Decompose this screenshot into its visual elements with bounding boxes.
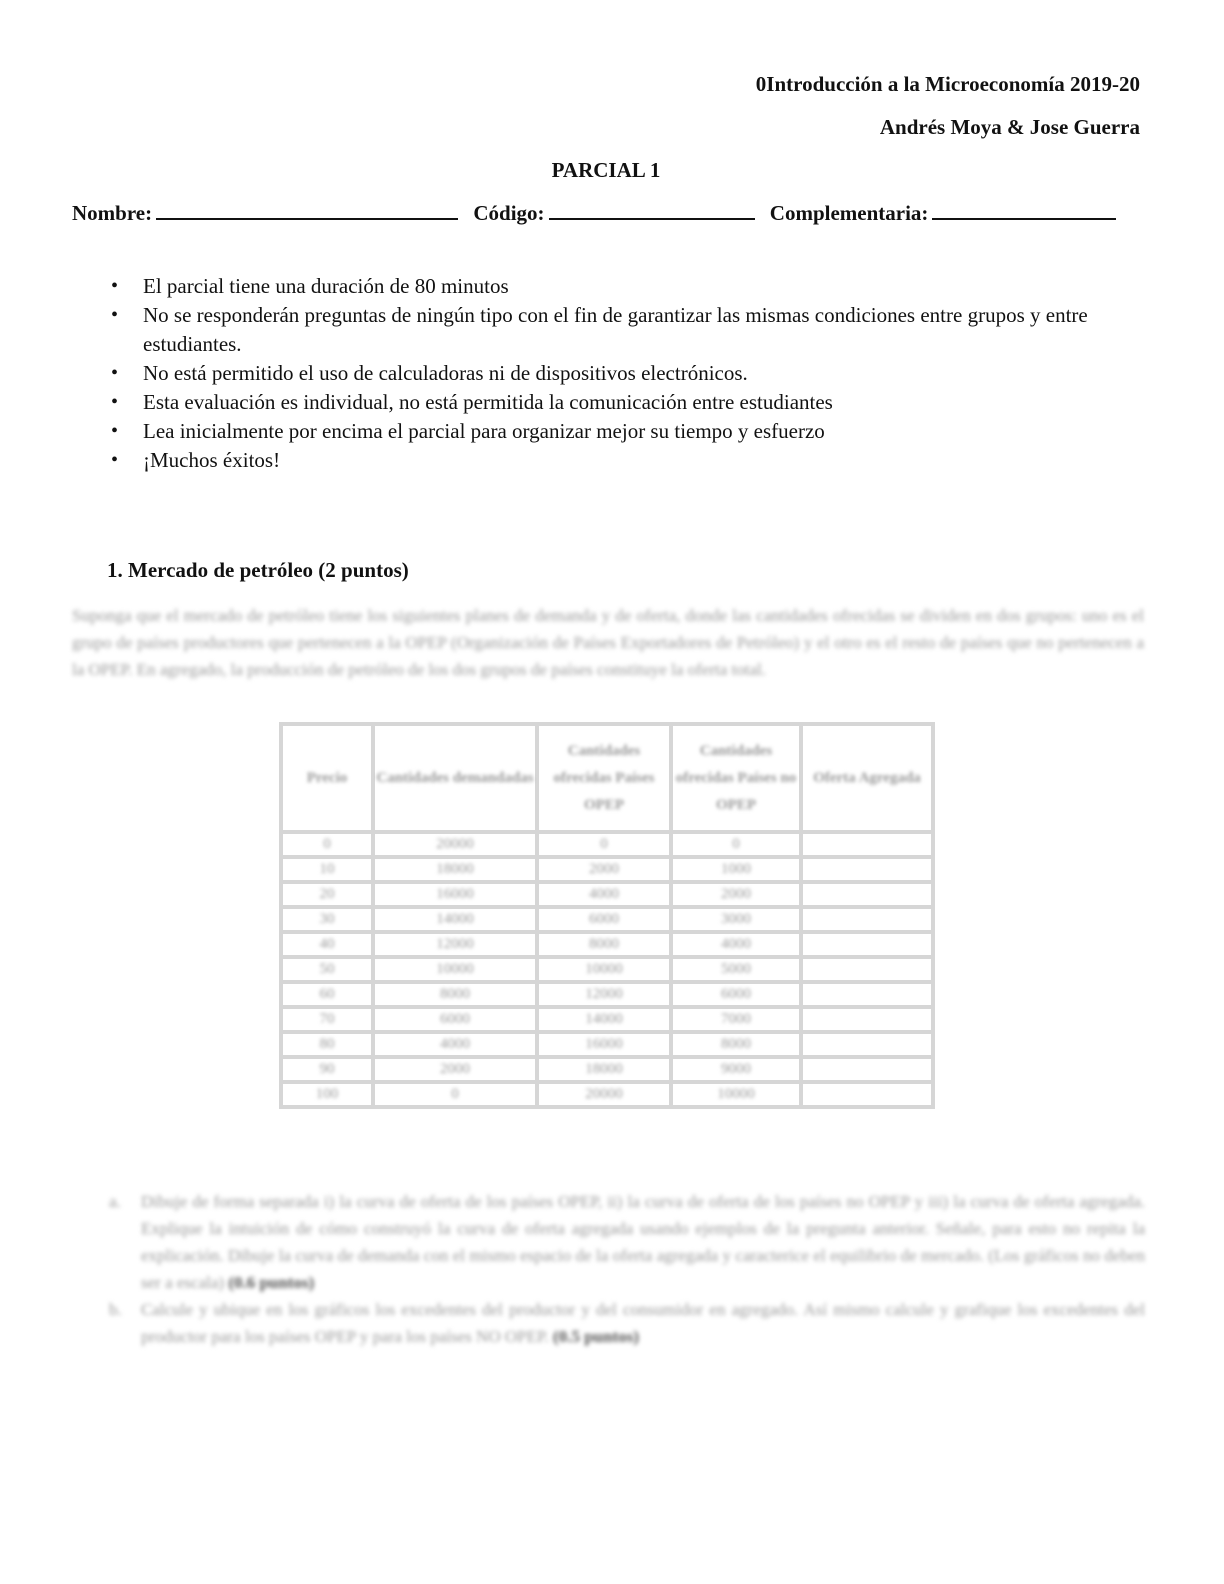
table-cell (671, 957, 801, 982)
table-cell (281, 932, 373, 957)
table-cell (671, 857, 801, 882)
cell-value: 0 (600, 836, 608, 852)
name-blank[interactable] (156, 200, 458, 220)
table-cell (281, 1007, 373, 1032)
col-header-non-opec-supply: Cantidades ofrecidas Países no OPEP (671, 724, 801, 832)
table-cell (537, 1082, 671, 1107)
table-cell (537, 1032, 671, 1057)
cell-value: 20 (319, 886, 335, 902)
cell-value: 2000 (589, 861, 619, 877)
table-cell (373, 1082, 537, 1107)
table-cell (281, 857, 373, 882)
cell-value: 16000 (585, 1036, 623, 1052)
cell-value: 10000 (436, 961, 474, 977)
table-row (281, 957, 933, 982)
table-cell (373, 1057, 537, 1082)
table-cell (671, 1007, 801, 1032)
cell-value: 50 (319, 961, 335, 977)
section-blank[interactable] (932, 200, 1116, 220)
table-cell (671, 882, 801, 907)
cell-value: 6000 (440, 1011, 470, 1027)
subquestion-a (105, 1188, 1145, 1296)
table-cell (373, 832, 537, 857)
cell-value: 30 (319, 911, 335, 927)
question-1-intro: Suponga que el mercado de petróleo tiene los siguientes planes de demanda y de oferta, donde las cantidades ofrecidas se dividen en dos grupos: uno es el grupo de países productores que pertenecen a la OPEP (Organización de Países Exportadores de Petróleo) y el otro es el resto de países que no pertenecen a la OPEP. En agregado, la producción de petróleo de los dos grupos de países constituye la oferta total. (72, 606, 1144, 679)
cell-value: 10 (319, 861, 335, 877)
authors: Andrés Moya & Jose Guerra (879, 115, 1140, 139)
cell-value: 60 (319, 986, 335, 1002)
table-row (281, 1057, 933, 1082)
cell-value: 4000 (589, 886, 619, 902)
cell-value: 2000 (721, 886, 751, 902)
rule-item: • Lea inicialmente por encima el parcial para organizar mejor su tiempo y esfuerzo (105, 417, 1145, 446)
table-cell (801, 907, 933, 932)
table-cell (281, 957, 373, 982)
cell-value: 4000 (721, 936, 751, 952)
table-header-row (281, 724, 933, 832)
cell-value: 8000 (589, 936, 619, 952)
cell-value: 2000 (440, 1061, 470, 1077)
table-cell (281, 982, 373, 1007)
table-cell (281, 1082, 373, 1107)
table-cell (801, 1007, 933, 1032)
cell-value: 1000 (721, 861, 751, 877)
rule-item: • No está permitido el uso de calculadoras ni de dispositivos electrónicos. (105, 359, 1145, 388)
question-1-title: 1. Mercado de petróleo (2 puntos) (107, 558, 409, 582)
rule-item: • ¡Muchos éxitos! (105, 446, 1145, 475)
subquestion-points: (0.6 puntos) (228, 1273, 315, 1292)
code-label: Código: (473, 201, 545, 225)
col-header-aggregate-supply: Oferta Agregada (801, 724, 933, 832)
cell-value: 5000 (721, 961, 751, 977)
table-cell (801, 1032, 933, 1057)
table-cell (671, 1032, 801, 1057)
cell-value: 12000 (585, 986, 623, 1002)
cell-value: 6000 (721, 986, 751, 1002)
cell-value: 18000 (436, 861, 474, 877)
subquestion-b (105, 1296, 1145, 1350)
cell-value: 0 (323, 836, 331, 852)
table-row (281, 832, 933, 857)
table-cell (373, 907, 537, 932)
question-1-subquestions (105, 1188, 1145, 1350)
cell-value: 20000 (585, 1086, 623, 1102)
table-cell (537, 907, 671, 932)
table-cell (281, 882, 373, 907)
col-header-demand: Cantidades demandadas (373, 724, 537, 832)
cell-value: 3000 (721, 911, 751, 927)
table-cell (537, 857, 671, 882)
table-row (281, 1032, 933, 1057)
table-row (281, 907, 933, 932)
rule-item: • No se responderán preguntas de ningún tipo con el fin de garantizar las mismas condiciones entre grupos y entre estudiantes. (105, 301, 1145, 359)
rule-item: • El parcial tiene una duración de 80 minutos (105, 272, 1145, 301)
table-cell (537, 957, 671, 982)
table-cell (373, 1007, 537, 1032)
table-cell (281, 832, 373, 857)
table-cell (373, 857, 537, 882)
col-header-price: Precio (281, 724, 373, 832)
rule-item: • Esta evaluación es individual, no está permitida la comunicación entre estudiantes (105, 388, 1145, 417)
table-cell (537, 1057, 671, 1082)
supply-demand-table (279, 722, 935, 1109)
cell-value: 10000 (585, 961, 623, 977)
table-cell (801, 932, 933, 957)
table-cell (537, 982, 671, 1007)
table-row (281, 932, 933, 957)
table-cell (801, 882, 933, 907)
cell-value: 20000 (436, 836, 474, 852)
cell-value: 0 (451, 1086, 459, 1102)
table-cell (801, 982, 933, 1007)
table-row (281, 882, 933, 907)
table-cell (281, 1057, 373, 1082)
table-row (281, 982, 933, 1007)
cell-value: 9000 (721, 1061, 751, 1077)
cell-value: 0 (732, 836, 740, 852)
subquestion-points: (0.5 puntos) (553, 1327, 640, 1346)
table-cell (373, 882, 537, 907)
cell-value: 90 (319, 1061, 335, 1077)
cell-value: 4000 (440, 1036, 470, 1052)
cell-value: 80 (319, 1036, 335, 1052)
exam-title: PARCIAL 1 (551, 158, 661, 182)
table-cell (801, 1057, 933, 1082)
cell-value: 14000 (436, 911, 474, 927)
table-cell (373, 957, 537, 982)
cell-value: 40 (319, 936, 335, 952)
cell-value: 100 (315, 1086, 339, 1102)
table-cell (281, 907, 373, 932)
subquestion-marker: a. (109, 1192, 121, 1211)
subquestion-marker: b. (109, 1300, 122, 1319)
col-header-opec-supply: Cantidades ofrecidas Países OPEP (537, 724, 671, 832)
table-row (281, 857, 933, 882)
cell-value: 70 (319, 1011, 335, 1027)
name-label: Nombre: (72, 201, 153, 225)
exam-rules-list (105, 272, 1145, 475)
table-cell (281, 1032, 373, 1057)
table-cell (671, 832, 801, 857)
table-cell (671, 1082, 801, 1107)
table-cell (537, 932, 671, 957)
table-cell (373, 1032, 537, 1057)
cell-value: 6000 (589, 911, 619, 927)
course-title: 0Introducción a la Microeconomía 2019-20 (755, 72, 1140, 96)
cell-value: 8000 (721, 1036, 751, 1052)
cell-value: 8000 (440, 986, 470, 1002)
table-cell (801, 1082, 933, 1107)
table-cell (671, 907, 801, 932)
table-cell (537, 832, 671, 857)
table-cell (373, 982, 537, 1007)
table-cell (671, 982, 801, 1007)
subquestion-text: Calcule y ubique en los gráficos los excedentes del productor y del consumidor en agregado. Así mismo calcule y grafique los excedentes del productor para los países OPEP y para los países NO OPEP. (141, 1300, 1145, 1346)
table-cell (801, 957, 933, 982)
table-cell (801, 857, 933, 882)
table-row (281, 1082, 933, 1107)
table-cell (537, 882, 671, 907)
table-row (281, 1007, 933, 1032)
cell-value: 7000 (721, 1011, 751, 1027)
cell-value: 10000 (717, 1086, 755, 1102)
table-cell (671, 1057, 801, 1082)
table-cell (801, 832, 933, 857)
table-cell (373, 932, 537, 957)
cell-value: 16000 (436, 886, 474, 902)
table-cell (671, 932, 801, 957)
cell-value: 14000 (585, 1011, 623, 1027)
code-blank[interactable] (549, 200, 755, 220)
cell-value: 12000 (436, 936, 474, 952)
table-cell (537, 1007, 671, 1032)
student-fields (72, 200, 1116, 226)
subquestion-text: Dibuje de forma separada i) la curva de oferta de los países OPEP, ii) la curva de oferta de los países no OPEP y iii) la curva de oferta agregada. Explique la intuición de cómo construyó la curva de oferta agregada usando ejemplos de la pregunta anterior. Señale, para esto no repita la explicación. Dibuje la curva de demanda con el mismo espacio de la oferta agregada y caracterice el equilibrio de mercado. (Los gráficos no deben ser a escala) (141, 1192, 1145, 1292)
section-label: Complementaria: (769, 201, 929, 225)
cell-value: 18000 (585, 1061, 623, 1077)
